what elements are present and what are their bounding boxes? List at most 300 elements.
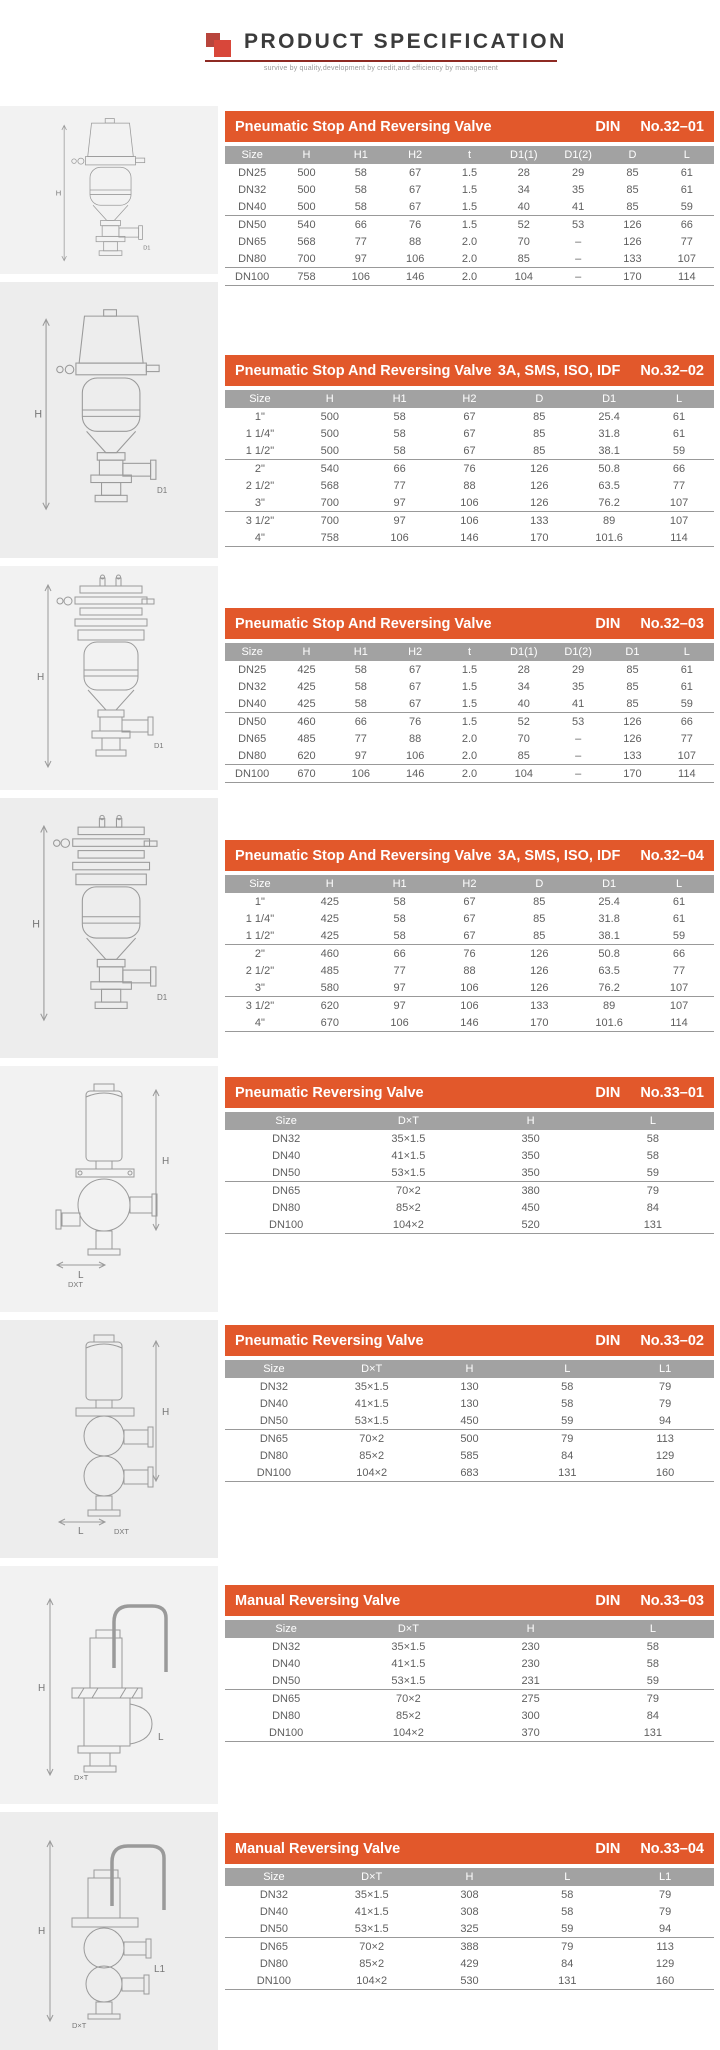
table-cell: 106 <box>460 999 479 1012</box>
table-cell: 1.5 <box>461 680 478 693</box>
table-cell: 1.5 <box>461 663 478 676</box>
table-title-bar <box>225 608 714 639</box>
standard-label: 3A, SMS, ISO, IDF <box>497 362 621 379</box>
table-cell: 133 <box>605 250 659 268</box>
table-row <box>225 1164 714 1182</box>
table-cell: 41×1.5 <box>354 1397 389 1410</box>
table-cell: 35×1.5 <box>354 1380 389 1393</box>
table-row <box>225 1707 714 1724</box>
table-cell: 758 <box>279 268 333 286</box>
table-cell: DN50 <box>225 1672 347 1690</box>
table-cell: 325 <box>421 1920 519 1938</box>
table-cell: 388 <box>460 1940 479 1953</box>
table-cell: DN32 <box>259 1888 288 1901</box>
table-cell: 126 <box>623 218 642 231</box>
table-cell: – <box>575 732 582 745</box>
table-cell: 3 1/2" <box>245 514 275 527</box>
table-cell: 131 <box>592 1724 714 1742</box>
table-cell: DN80 <box>225 747 279 765</box>
table-cell: 126 <box>530 947 549 960</box>
table-cell: 106 <box>435 979 505 997</box>
column-header-row <box>225 390 714 408</box>
table-cell: – <box>551 747 605 765</box>
table-cell: 58 <box>646 1657 659 1670</box>
table-cell: 1 1/2" <box>225 927 295 945</box>
table-cell: 620 <box>320 999 339 1012</box>
table-row <box>225 730 714 747</box>
table-cell: DN100 <box>225 765 279 783</box>
table-cell: 53 <box>572 218 585 231</box>
table-cell: 2 1/2" <box>245 964 275 977</box>
table-cell: DN80 <box>259 1957 288 1970</box>
column-header: Size <box>225 1112 347 1130</box>
table-cell: 126 <box>504 979 574 997</box>
table-cell: 700 <box>295 494 365 512</box>
table-cell: 85 <box>626 166 639 179</box>
table-cell: 133 <box>605 747 659 765</box>
column-header: D×T <box>323 1360 421 1378</box>
table-cell: DN32 <box>272 1132 301 1145</box>
spec-table <box>225 643 714 783</box>
table-row <box>225 979 714 997</box>
table-cell: 29 <box>572 663 585 676</box>
valve-diagram-panel-4 <box>0 798 218 1058</box>
model-number: No.33–02 <box>640 1332 704 1349</box>
spec-table-block-5 <box>225 1077 714 1234</box>
column-header: H1 <box>365 390 435 408</box>
table-cell: DN40 <box>259 1905 288 1918</box>
pneumatic-stop-valve-drawing <box>29 290 189 530</box>
table-cell: 58 <box>393 410 406 423</box>
valve-diagram-panel-6 <box>0 1320 218 1558</box>
dim-label-dxt: DXT <box>68 1280 83 1289</box>
table-row <box>225 181 714 198</box>
table-cell: 106 <box>334 765 388 783</box>
brand-logo-icon <box>206 31 236 59</box>
table-cell: 67 <box>463 410 476 423</box>
table-cell: 170 <box>605 765 659 783</box>
table-cell: 485 <box>297 732 316 745</box>
table-cell: 58 <box>334 198 388 216</box>
table-cell: DN40 <box>272 1657 301 1670</box>
table-cell: DN80 <box>272 1201 301 1214</box>
table-cell: 67 <box>463 912 476 925</box>
table-row <box>225 1378 714 1395</box>
table-cell: 70×2 <box>359 1940 385 1953</box>
table-cell: 77 <box>680 732 693 745</box>
column-header: H <box>295 390 365 408</box>
table-cell: 129 <box>655 1957 675 1970</box>
table-cell: 106 <box>334 268 388 286</box>
column-header: L1 <box>616 1360 714 1378</box>
column-header: Size <box>225 875 295 893</box>
table-cell: 670 <box>279 765 333 783</box>
table-cell: 350 <box>521 1149 540 1162</box>
column-header: H2 <box>435 390 505 408</box>
table-cell: 500 <box>279 198 333 216</box>
table-cell: 61 <box>672 427 686 440</box>
table-row <box>225 198 714 216</box>
table-title: Pneumatic Stop And Reversing Valve <box>235 118 492 135</box>
valve-diagram-panel-3 <box>0 566 218 790</box>
table-title: Pneumatic Stop And Reversing Valve <box>235 847 492 864</box>
column-header: H1 <box>365 875 435 893</box>
table-cell: 97 <box>334 250 388 268</box>
table-row <box>225 1655 714 1672</box>
table-row <box>225 477 714 494</box>
valve-diagram-panel-8 <box>0 1812 218 2050</box>
model-number: No.33–04 <box>640 1840 704 1857</box>
table-cell: 76.2 <box>574 979 644 997</box>
table-row <box>225 661 714 678</box>
standard-label: DIN <box>595 1592 621 1609</box>
table-cell: 85×2 <box>395 1201 421 1214</box>
table-cell: 758 <box>295 529 365 547</box>
dim-label-d1: D1 <box>157 992 168 1002</box>
table-cell: DN100 <box>225 1724 347 1742</box>
table-row <box>225 962 714 979</box>
table-cell: 67 <box>435 442 505 460</box>
table-cell: 429 <box>460 1957 479 1970</box>
table-cell: 85 <box>533 410 546 423</box>
table-row <box>225 1412 714 1430</box>
table-cell: 84 <box>561 1449 574 1462</box>
column-header-row <box>225 146 714 164</box>
table-cell: 2" <box>254 947 265 960</box>
table-cell: 58 <box>561 1888 574 1901</box>
table-cell: 3 1/2" <box>245 999 275 1012</box>
table-title: Pneumatic Reversing Valve <box>235 1084 424 1101</box>
table-cell: 59 <box>592 1164 714 1182</box>
table-cell: 2.0 <box>442 250 496 268</box>
table-row <box>225 1447 714 1464</box>
table-cell: 1" <box>254 410 265 423</box>
spec-table <box>225 1868 714 1990</box>
table-cell: 85×2 <box>359 1449 385 1462</box>
table-cell: 106 <box>388 250 442 268</box>
table-cell: 53×1.5 <box>323 1920 421 1938</box>
table-row <box>225 1886 714 1903</box>
table-cell: 61 <box>680 183 693 196</box>
column-header: H <box>279 146 333 164</box>
table-cell: 4" <box>225 1014 295 1032</box>
table-cell: 146 <box>435 1014 505 1032</box>
dim-label-dxt: D×T <box>74 1773 89 1782</box>
table-cell: 97 <box>365 979 435 997</box>
dim-label-l: L <box>158 1732 164 1743</box>
valve-diagram-panel-2 <box>0 282 218 558</box>
table-title-bar <box>225 355 714 386</box>
table-cell: 52 <box>517 715 530 728</box>
table-cell: 425 <box>295 927 365 945</box>
table-cell: – <box>551 250 605 268</box>
table-row <box>225 529 714 547</box>
table-row <box>225 1130 714 1147</box>
table-cell: 107 <box>660 747 714 765</box>
table-cell: 540 <box>297 218 316 231</box>
table-cell: 59 <box>644 927 714 945</box>
table-cell: 2.0 <box>442 268 496 286</box>
table-row <box>225 1430 714 1448</box>
column-header: L <box>518 1360 616 1378</box>
table-cell: 67 <box>388 695 442 713</box>
table-row <box>225 1638 714 1655</box>
table-cell: 2.0 <box>442 765 496 783</box>
table-cell: 58 <box>561 1380 574 1393</box>
table-cell: 85 <box>605 695 659 713</box>
table-cell: 4" <box>225 529 295 547</box>
table-cell: 500 <box>460 1432 479 1445</box>
table-cell: 3" <box>225 494 295 512</box>
table-row <box>225 1464 714 1482</box>
table-cell: 61 <box>672 410 686 423</box>
table-cell: 101.6 <box>574 529 644 547</box>
table-cell: 61 <box>680 663 693 676</box>
table-cell: 485 <box>320 964 339 977</box>
table-cell: DN100 <box>225 1464 323 1482</box>
table-cell: 101.6 <box>574 1014 644 1032</box>
model-number: No.33–03 <box>640 1592 704 1609</box>
table-cell: 113 <box>656 1432 674 1445</box>
table-cell: 38.1 <box>574 442 644 460</box>
table-cell: 2.0 <box>461 235 478 248</box>
table-row <box>225 1672 714 1690</box>
pneumatic-stop-valve-drawing <box>34 114 184 266</box>
pneumatic-reversing-valve-drawing <box>34 1328 184 1542</box>
table-cell: 126 <box>530 462 549 475</box>
standard-label: DIN <box>595 1332 621 1349</box>
column-header: L1 <box>616 1868 714 1886</box>
table-cell: 104×2 <box>323 1464 421 1482</box>
dim-label-h: H <box>38 1926 46 1937</box>
table-cell: 59 <box>644 442 714 460</box>
table-title-bar <box>225 1833 714 1864</box>
table-row <box>225 1147 714 1164</box>
spec-table-block-8 <box>225 1833 714 1990</box>
table-cell: 2.0 <box>442 747 496 765</box>
table-cell: 67 <box>409 680 422 693</box>
table-cell: 585 <box>460 1449 479 1462</box>
table-cell: 85×2 <box>395 1709 421 1722</box>
table-cell: 683 <box>421 1464 519 1482</box>
table-cell: 460 <box>320 947 339 960</box>
table-cell: 88 <box>409 235 422 248</box>
table-cell: 79 <box>646 1692 659 1705</box>
table-cell: 126 <box>623 715 642 728</box>
table-cell: 28 <box>517 663 530 676</box>
table-cell: 126 <box>530 479 549 492</box>
table-cell: 70 <box>517 732 530 745</box>
column-header: H <box>295 875 365 893</box>
table-cell: 425 <box>320 912 339 925</box>
table-cell: 460 <box>297 715 316 728</box>
table-cell: 85 <box>533 895 546 908</box>
table-row <box>225 997 714 1015</box>
table-cell: 58 <box>393 912 406 925</box>
table-cell: 85 <box>497 747 551 765</box>
table-cell: 58 <box>646 1149 659 1162</box>
column-header: L <box>644 390 714 408</box>
column-header: Size <box>225 146 279 164</box>
table-cell: DN32 <box>238 680 267 693</box>
table-cell: 146 <box>388 765 442 783</box>
manual-reversing-valve-drawing <box>34 1820 184 2034</box>
table-cell: 34 <box>517 680 530 693</box>
table-cell: 67 <box>409 663 422 676</box>
table-cell: 170 <box>605 268 659 286</box>
table-row <box>225 425 714 442</box>
valve-diagram-panel-7 <box>0 1566 218 1804</box>
column-header: D1(2) <box>551 643 605 661</box>
table-cell: 106 <box>365 1014 435 1032</box>
table-cell: 380 <box>521 1184 540 1197</box>
table-cell: 114 <box>660 765 714 783</box>
column-header-row <box>225 1360 714 1378</box>
table-cell: 35×1.5 <box>391 1132 426 1145</box>
spec-table-block-3 <box>225 608 714 783</box>
table-row <box>225 1690 714 1708</box>
table-cell: 308 <box>460 1888 479 1901</box>
table-cell: DN50 <box>225 1164 347 1182</box>
table-cell: 58 <box>354 663 367 676</box>
table-title-bar <box>225 1325 714 1356</box>
table-cell: 425 <box>297 680 316 693</box>
table-cell: 85 <box>626 183 639 196</box>
pneumatic-stop-valve-ribbed-drawing <box>34 574 184 774</box>
table-cell: 94 <box>616 1920 714 1938</box>
table-cell: 79 <box>658 1905 672 1918</box>
table-title: Manual Reversing Valve <box>235 1840 401 1857</box>
table-cell: 85 <box>605 198 659 216</box>
table-cell: 77 <box>393 964 406 977</box>
table-row <box>225 945 714 963</box>
table-cell: 540 <box>320 462 339 475</box>
standard-label: DIN <box>595 1840 621 1857</box>
manual-reversing-valve-drawing <box>34 1574 184 1788</box>
table-cell: 85×2 <box>359 1957 385 1970</box>
table-row <box>225 713 714 731</box>
table-cell: DN100 <box>225 268 279 286</box>
table-cell: 41×1.5 <box>354 1905 389 1918</box>
column-header-row <box>225 875 714 893</box>
column-header: D1(1) <box>497 146 551 164</box>
table-cell: 1.5 <box>461 218 478 231</box>
table-cell: DN80 <box>272 1709 301 1722</box>
table-cell: 50.8 <box>598 462 620 475</box>
table-cell: 25.4 <box>598 895 620 908</box>
table-cell: 568 <box>297 235 316 248</box>
dim-label-h: H <box>34 408 43 421</box>
column-header: D1(2) <box>551 146 605 164</box>
table-row <box>225 747 714 765</box>
table-cell: 79 <box>561 1432 574 1445</box>
column-header: L <box>660 643 714 661</box>
table-cell: DN65 <box>272 1184 301 1197</box>
table-title-bar <box>225 1077 714 1108</box>
spec-table-block-1 <box>225 111 714 286</box>
standard-label: DIN <box>595 118 621 135</box>
column-header: Size <box>225 1360 323 1378</box>
spec-table <box>225 146 714 286</box>
table-cell: 53×1.5 <box>323 1412 421 1430</box>
table-cell: DN100 <box>225 1972 323 1990</box>
table-cell: 370 <box>470 1724 592 1742</box>
table-row <box>225 1216 714 1234</box>
table-cell: 1.5 <box>461 183 478 196</box>
table-cell: 41 <box>551 695 605 713</box>
model-number: No.32–03 <box>640 615 704 632</box>
column-header: D1(1) <box>497 643 551 661</box>
table-cell: 28 <box>517 166 530 179</box>
table-cell: 53×1.5 <box>347 1672 469 1690</box>
table-cell: 66 <box>680 715 693 728</box>
page-title: PRODUCT SPECIFICATION <box>244 30 567 53</box>
column-header: H2 <box>435 875 505 893</box>
table-cell: 38.1 <box>574 927 644 945</box>
table-cell: – <box>575 235 582 248</box>
table-standard-number <box>498 363 704 379</box>
column-header: L <box>592 1620 714 1638</box>
spec-table-block-6 <box>225 1325 714 1482</box>
standard-label: DIN <box>595 615 621 632</box>
table-cell: 1.5 <box>461 166 478 179</box>
table-cell: 76 <box>409 715 422 728</box>
header-divider <box>205 60 557 62</box>
table-cell: 97 <box>393 514 406 527</box>
dim-label-h: H <box>162 1407 170 1418</box>
table-cell: 104×2 <box>347 1216 469 1234</box>
table-cell: 104×2 <box>347 1724 469 1742</box>
table-cell: DN32 <box>238 183 267 196</box>
table-cell: 520 <box>470 1216 592 1234</box>
column-header: H2 <box>388 146 442 164</box>
column-header: Size <box>225 1620 347 1638</box>
table-cell: 131 <box>518 1464 616 1482</box>
table-cell: 58 <box>561 1397 574 1410</box>
column-header: H <box>279 643 333 661</box>
table-cell: 85 <box>533 912 546 925</box>
table-standard-number <box>498 848 704 864</box>
table-cell: 76 <box>463 462 476 475</box>
table-cell: DN100 <box>225 1216 347 1234</box>
table-cell: 58 <box>393 895 406 908</box>
table-cell: 41 <box>551 198 605 216</box>
table-cell: 61 <box>680 166 693 179</box>
dim-label-l1: L1 <box>154 1964 166 1975</box>
table-cell: 97 <box>393 999 406 1012</box>
table-cell: 107 <box>660 250 714 268</box>
table-cell: 58 <box>354 166 367 179</box>
table-row <box>225 1972 714 1990</box>
table-cell: 67 <box>409 166 422 179</box>
table-cell: 61 <box>672 912 686 925</box>
table-cell: 58 <box>561 1905 574 1918</box>
spec-table-block-7 <box>225 1585 714 1742</box>
table-cell: 700 <box>320 514 339 527</box>
spec-table <box>225 1112 714 1234</box>
dim-label-h: H <box>162 1156 170 1167</box>
table-cell: 66 <box>354 715 367 728</box>
table-cell: 84 <box>646 1201 659 1214</box>
table-cell: 34 <box>517 183 530 196</box>
table-cell: DN50 <box>225 1920 323 1938</box>
table-cell: 107 <box>669 999 689 1012</box>
table-cell: 85 <box>504 927 574 945</box>
table-cell: 35 <box>572 183 585 196</box>
table-cell: – <box>551 268 605 286</box>
table-cell: 230 <box>521 1657 540 1670</box>
table-cell: 1 1/4" <box>245 912 275 925</box>
